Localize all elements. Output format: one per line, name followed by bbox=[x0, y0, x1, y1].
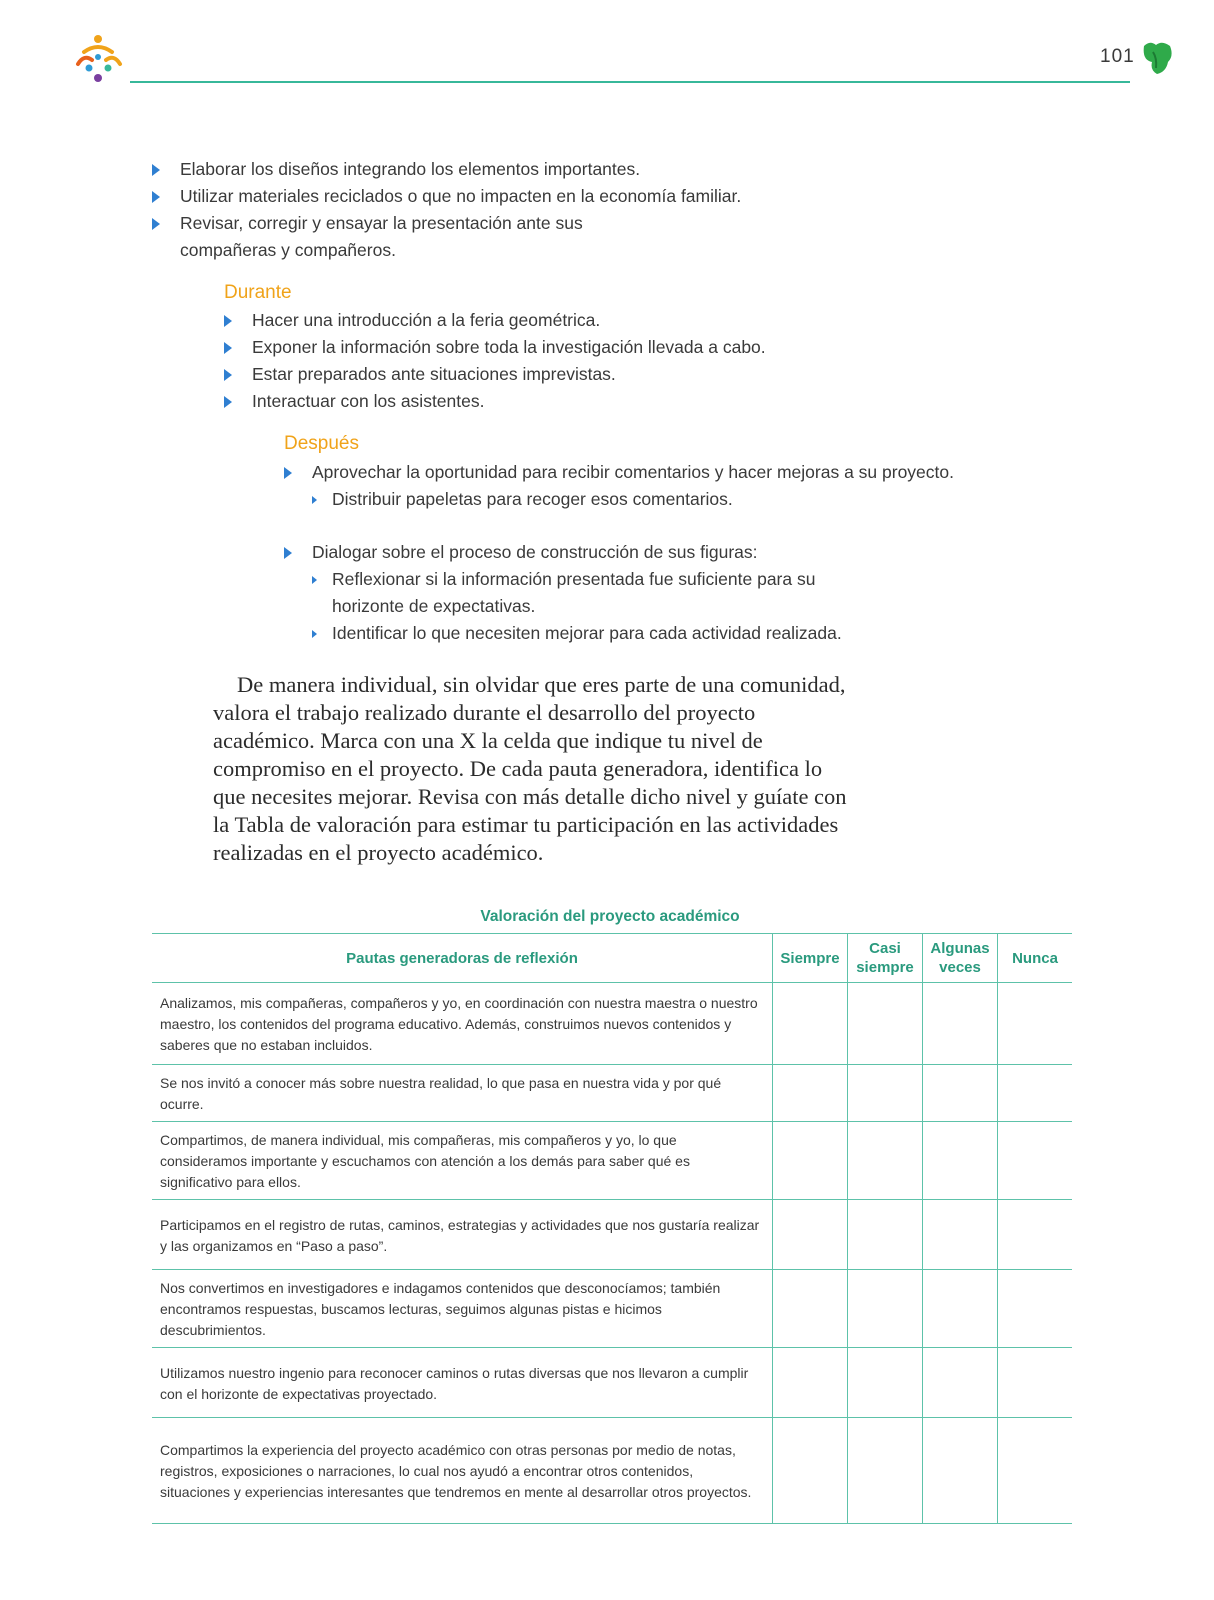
cell-nunca[interactable] bbox=[998, 1122, 1073, 1200]
list-item: Exponer la información sobre toda la investigación llevada a cabo. bbox=[224, 334, 924, 361]
header-nunca: Nunca bbox=[998, 934, 1073, 983]
sub-list-item: Distribuir papeletas para recoger esos comentarios. bbox=[312, 486, 984, 513]
list-item: Estar preparados ante situaciones imprevistas. bbox=[224, 361, 924, 388]
cell-nunca[interactable] bbox=[998, 1348, 1073, 1418]
cell-algunas-veces[interactable] bbox=[923, 1418, 998, 1524]
list-item: Interactuar con los asistentes. bbox=[224, 388, 924, 415]
cell-nunca[interactable] bbox=[998, 1418, 1073, 1524]
bullet-triangle-icon bbox=[224, 396, 232, 408]
page-number: 101 bbox=[1100, 46, 1135, 67]
table-row bbox=[152, 1065, 1072, 1122]
table-row bbox=[152, 1122, 1072, 1200]
criterion-cell: Compartimos, de manera individual, mis compañeras, mis compañeros y yo, lo que consideramos importante y escuchamos con atención a los demás para saber qué es significativo para ellos. bbox=[152, 1122, 773, 1200]
dancing-figures-logo-icon bbox=[70, 30, 128, 88]
sub-bullet-triangle-icon bbox=[312, 496, 317, 504]
bullet-triangle-icon bbox=[284, 467, 292, 479]
criterion-cell: Se nos invitó a conocer más sobre nuestra realidad, lo que pasa en nuestra vida y por qué ocurre. bbox=[152, 1065, 773, 1122]
cell-siempre[interactable] bbox=[773, 1122, 848, 1200]
sub-bullet-triangle-icon bbox=[312, 630, 317, 638]
sub-bullet-triangle-icon bbox=[312, 576, 317, 584]
durante-heading: Durante bbox=[224, 282, 292, 303]
sub-list-item: Reflexionar si la información presentada fue suficiente para su horizonte de expectativas. bbox=[312, 566, 892, 620]
table-header-row bbox=[152, 934, 1072, 983]
list-item: Hacer una introducción a la feria geométrica. bbox=[224, 307, 924, 334]
sub-list bbox=[312, 566, 984, 647]
cell-siempre[interactable] bbox=[773, 1348, 848, 1418]
cell-casi-siempre[interactable] bbox=[848, 1200, 923, 1270]
criterion-cell: Participamos en el registro de rutas, caminos, estrategias y actividades que nos gustaría realizar y las organizamos en “Paso a paso”. bbox=[152, 1200, 773, 1270]
table-row bbox=[152, 1348, 1072, 1418]
table-row bbox=[152, 1270, 1072, 1348]
cell-casi-siempre[interactable] bbox=[848, 1348, 923, 1418]
cell-siempre[interactable] bbox=[773, 1418, 848, 1524]
cell-nunca[interactable] bbox=[998, 1200, 1073, 1270]
cell-casi-siempre[interactable] bbox=[848, 983, 923, 1065]
antes-list bbox=[152, 156, 852, 264]
durante-list bbox=[224, 307, 924, 415]
cell-nunca[interactable] bbox=[998, 1270, 1073, 1348]
list-item: Utilizar materiales reciclados o que no impacten en la economía familiar. bbox=[152, 183, 852, 210]
criterion-cell: Analizamos, mis compañeras, compañeros y yo, en coordinación con nuestra maestra o nuestro maestro, los contenidos del programa educativo. Además, construimos nuevos contenidos y saberes que no estaban incluidos. bbox=[152, 983, 773, 1065]
cell-casi-siempre[interactable] bbox=[848, 1065, 923, 1122]
bullet-triangle-icon bbox=[224, 369, 232, 381]
header-siempre: Siempre bbox=[773, 934, 848, 983]
criterion-cell: Compartimos la experiencia del proyecto académico con otras personas por medio de notas, registros, exposiciones o narraciones, lo cual nos ayudó a encontrar otros contenidos, situaciones y experiencias interesantes que tendremos en mente al desarrollar otros proyectos. bbox=[152, 1418, 773, 1524]
cell-casi-siempre[interactable] bbox=[848, 1418, 923, 1524]
cell-algunas-veces[interactable] bbox=[923, 1122, 998, 1200]
cell-nunca[interactable] bbox=[998, 1065, 1073, 1122]
despues-heading: Después bbox=[284, 433, 359, 454]
criterion-cell: Utilizamos nuestro ingenio para reconocer caminos o rutas diversas que nos llevaron a cumplir con el horizonte de expectativas proyectado. bbox=[152, 1348, 773, 1418]
cell-siempre[interactable] bbox=[773, 1270, 848, 1348]
cell-algunas-veces[interactable] bbox=[923, 1200, 998, 1270]
header-algunas-veces: Algunas veces bbox=[923, 934, 998, 983]
bullet-triangle-icon bbox=[152, 218, 160, 230]
list-item: Revisar, corregir y ensayar la presentación ante sus compañeras y compañeros. bbox=[152, 210, 660, 264]
bullet-triangle-icon bbox=[152, 164, 160, 176]
cell-algunas-veces[interactable] bbox=[923, 1348, 998, 1418]
green-leaf-icon bbox=[1140, 40, 1174, 76]
bullet-triangle-icon bbox=[284, 547, 292, 559]
sub-list-item: Identificar lo que necesiten mejorar para cada actividad realizada. bbox=[312, 620, 984, 647]
cell-algunas-veces[interactable] bbox=[923, 1270, 998, 1348]
cell-casi-siempre[interactable] bbox=[848, 1270, 923, 1348]
table-title: Valoración del proyecto académico bbox=[480, 908, 740, 925]
criterion-cell: Nos convertimos en investigadores e indagamos contenidos que desconocíamos; también encontramos respuestas, buscamos lecturas, seguimos algunas pistas e hicimos descubrimientos. bbox=[152, 1270, 773, 1348]
cell-siempre[interactable] bbox=[773, 983, 848, 1065]
bullet-triangle-icon bbox=[224, 315, 232, 327]
list-item: Aprovechar la oportunidad para recibir comentarios y hacer mejoras a su proyecto. Distribuir papeletas para recoger esos comentarios. bbox=[284, 459, 984, 513]
table-row bbox=[152, 1418, 1072, 1524]
valoracion-table bbox=[152, 933, 1072, 1524]
cell-nunca[interactable] bbox=[998, 983, 1073, 1065]
sub-list bbox=[312, 486, 984, 513]
despues-list bbox=[284, 459, 984, 647]
table-row bbox=[152, 1200, 1072, 1270]
cell-siempre[interactable] bbox=[773, 1065, 848, 1122]
list-item: Dialogar sobre el proceso de construcción de sus figuras: Reflexionar si la información presentada fue suficiente para su horizonte de expectativas. Identificar lo que necesiten mejorar para cada actividad realizada. bbox=[284, 539, 984, 647]
bullet-triangle-icon bbox=[224, 342, 232, 354]
cell-casi-siempre[interactable] bbox=[848, 1122, 923, 1200]
cell-siempre[interactable] bbox=[773, 1200, 848, 1270]
header-rule bbox=[130, 81, 1130, 83]
cell-algunas-veces[interactable] bbox=[923, 983, 998, 1065]
header-pautas: Pautas generadoras de reflexión bbox=[152, 934, 773, 983]
instructions-paragraph: De manera individual, sin olvidar que eres parte de una comunidad, valora el trabajo realizado durante el desarrollo del proyecto académico. Marca con una X la celda que indique tu nivel de compromiso en el proyecto. De cada pauta generadora, identifica lo que necesites mejorar. Revisa con más detalle dicho nivel y guíate con la Tabla de valoración para estimar tu participación en las actividades realizadas en el proyecto académico. bbox=[213, 672, 847, 865]
cell-algunas-veces[interactable] bbox=[923, 1065, 998, 1122]
bullet-triangle-icon bbox=[152, 191, 160, 203]
table-row bbox=[152, 983, 1072, 1065]
header-casi-siempre: Casi siempre bbox=[848, 934, 923, 983]
list-item: Elaborar los diseños integrando los elementos importantes. bbox=[152, 156, 852, 183]
